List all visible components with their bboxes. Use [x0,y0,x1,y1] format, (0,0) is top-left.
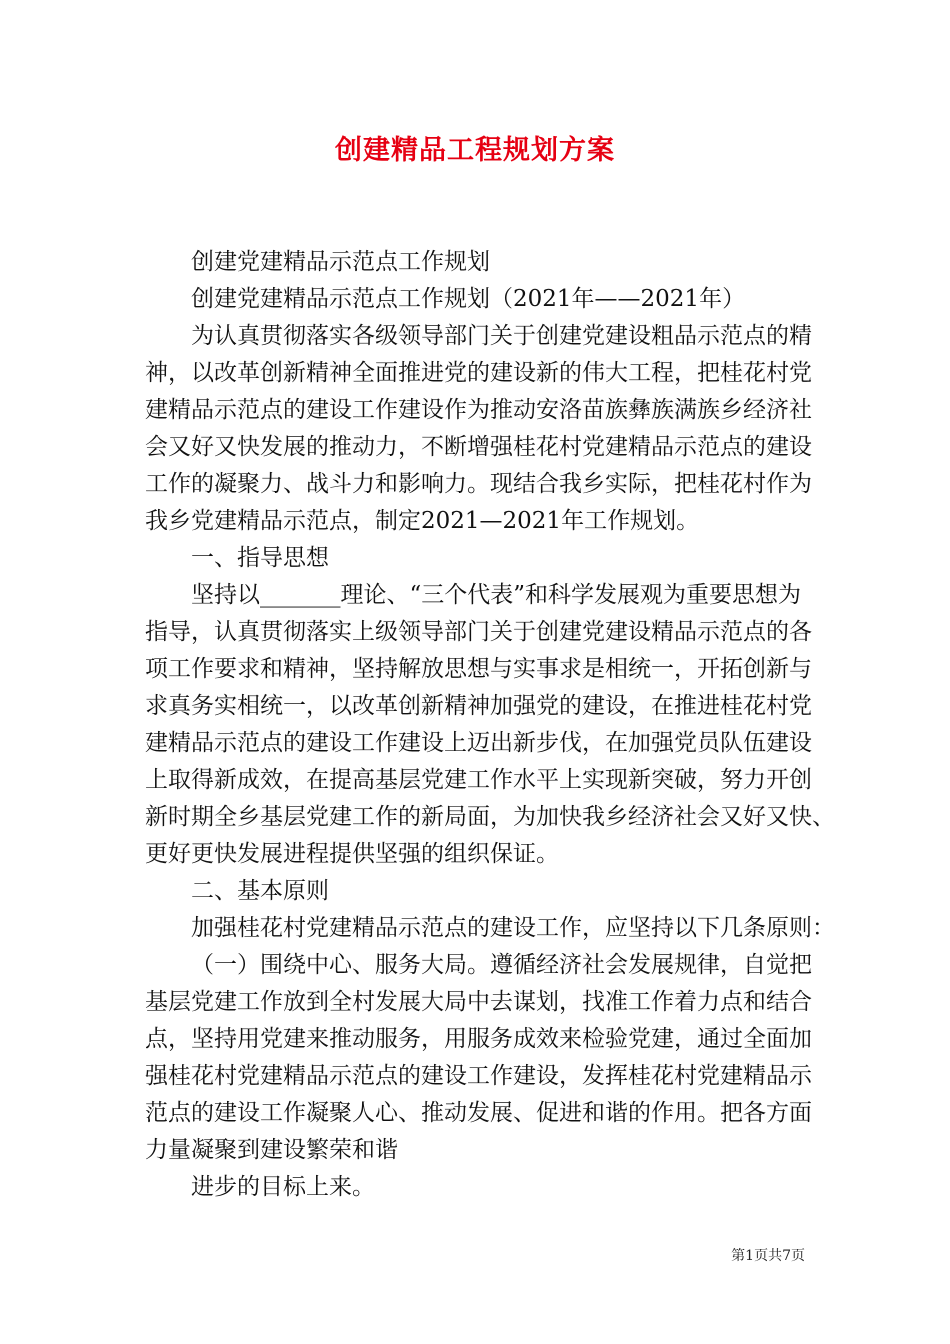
text-line: （一）围绕中心、服务大局。遵循经济社会发展规律，自觉把 [191,952,812,978]
text-line: 会又好又快发展的推动力，不断增强桂花村党建精品示范点的建设 [145,434,812,460]
document-body [145,244,835,1206]
text-line: 创建党建精品示范点工作规划 [191,249,490,275]
text-line: 我乡党建精品示范点，制定2021—2021年工作规划。 [145,508,700,534]
text-line: 坚持以_______理论、“三个代表”和科学发展观为重要思想为 [191,582,802,608]
text-line: 二、基本原则 [191,878,329,904]
text-line: 更好更快发展进程提供坚强的组织保证。 [145,841,559,867]
text-line: 一、指导思想 [191,545,329,571]
page-number: 第1页共7页 [731,1248,805,1264]
text-line: 范点的建设工作凝聚人心、推动发展、促进和谐的作用。把各方面 [145,1100,812,1126]
text-line: 求真务实相统一，以改革创新精神加强党的建设，在推进桂花村党 [145,693,812,719]
text-line: 强桂花村党建精品示范点的建设工作建设，发挥桂花村党建精品示 [145,1063,812,1089]
text-line: 为认真贯彻落实各级领导部门关于创建党建设粗品示范点的精 [191,323,812,349]
text-line: 力量凝聚到建设繁荣和谐 [145,1137,398,1163]
text-line: 项工作要求和精神，坚持解放思想与实事求是相统一，开拓创新与 [145,656,812,682]
text-line: 进步的目标上来。 [191,1174,375,1200]
text-line: 建精品示范点的建设工作建设作为推动安洛苗族彝族满族乡经济社 [145,397,812,423]
text-line: 新时期全乡基层党建工作的新局面，为加快我乡经济社会又好又快、 [145,804,835,830]
text-line: 建精品示范点的建设工作建设上迈出新步伐，在加强党员队伍建设 [145,730,812,756]
text-line: 点，坚持用党建来推动服务，用服务成效来检验党建，通过全面加 [145,1026,812,1052]
text-line: 神，以改革创新精神全面推进党的建设新的伟大工程，把桂花村党 [145,360,812,386]
text-line: 创建党建精品示范点工作规划（2021年——2021年） [191,286,746,312]
text-line: 上取得新成效，在提高基层党建工作水平上实现新突破，努力开创 [145,767,812,793]
document-title: 创建精品工程规划方案 [335,135,615,166]
text-line: 基层党建工作放到全村发展大局中去谋划，找准工作着力点和结合 [145,989,812,1015]
text-line: 指导，认真贯彻落实上级领导部门关于创建党建设精品示范点的各 [145,619,812,645]
text-line: 工作的凝聚力、战斗力和影响力。现结合我乡实际，把桂花村作为 [145,471,812,497]
text-line: 加强桂花村党建精品示范点的建设工作，应坚持以下几条原则： [191,915,835,941]
